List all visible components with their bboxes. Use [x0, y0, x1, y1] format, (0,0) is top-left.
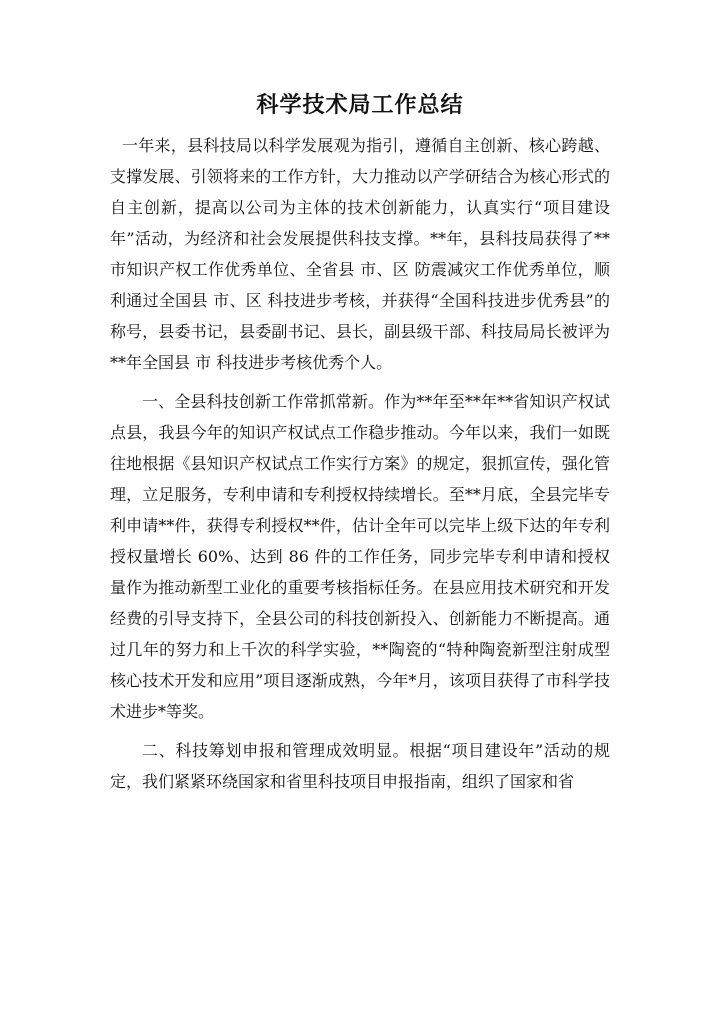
- paragraph-summary: 一年来，县科技局以科学发展观为指引，遵循自主创新、核心跨越、支撑发展、引领将来的工作方针，大力推动以产学研结合为核心形式的自主创新，提高以公司为主体的技术创新能力，认真实行“项目建设年”活动，为经济和社会发展提供科技支撑。**年，县科技局获得了**市知识产权工作优秀单位、全省县 市、区 防震减灾工作优秀单位，顺利通过全国县 市、区 科技进步考核，并获得“全国科技进步优秀县”的称号，县委书记，县委副书记、县长，副县级干部、科技局局长被评为**年全国县 市 科技进步考核优秀个人。: [110, 136, 610, 372]
- page-title: 科学技术局工作总结: [256, 92, 464, 118]
- paragraph-section-2: 二、科技筹划申报和管理成效明显。根据“项目建设年”活动的规定，我们紧紧环绕国家和省里科技项目申报指南，组织了国家和省: [110, 741, 610, 791]
- document-body: [110, 130, 610, 797]
- paragraph-section-1: 一、全县科技创新工作常抓常新。作为**年至**年**省知识产权试点县，我县今年的知识产权试点工作稳步推动。今年以来，我们一如既往地根据《县知识产权试点工作实行方案》的规定，狠抓宣传，强化管理，立足服务，专利申请和专利授权持续增长。至**月底，全县完毕专利申请**件，获得专利授权**件，估计全年可以完毕上级下达的年专利授权量增长 60%、达到 86 件的工作任务，同步完毕专利申请和授权量作为推动新型工业化的重要考核指标任务。在县应用技术研究和开发经费的引导支持下，全县公司的科技创新投入、创新能力不断提高。通过几年的努力和上千次的科学实验，**陶瓷的“特种陶瓷新型注射成型核心技术开发和应用”项目逐渐成熟，今年*月，该项目获得了市科学技术进步*等奖。: [110, 392, 610, 721]
